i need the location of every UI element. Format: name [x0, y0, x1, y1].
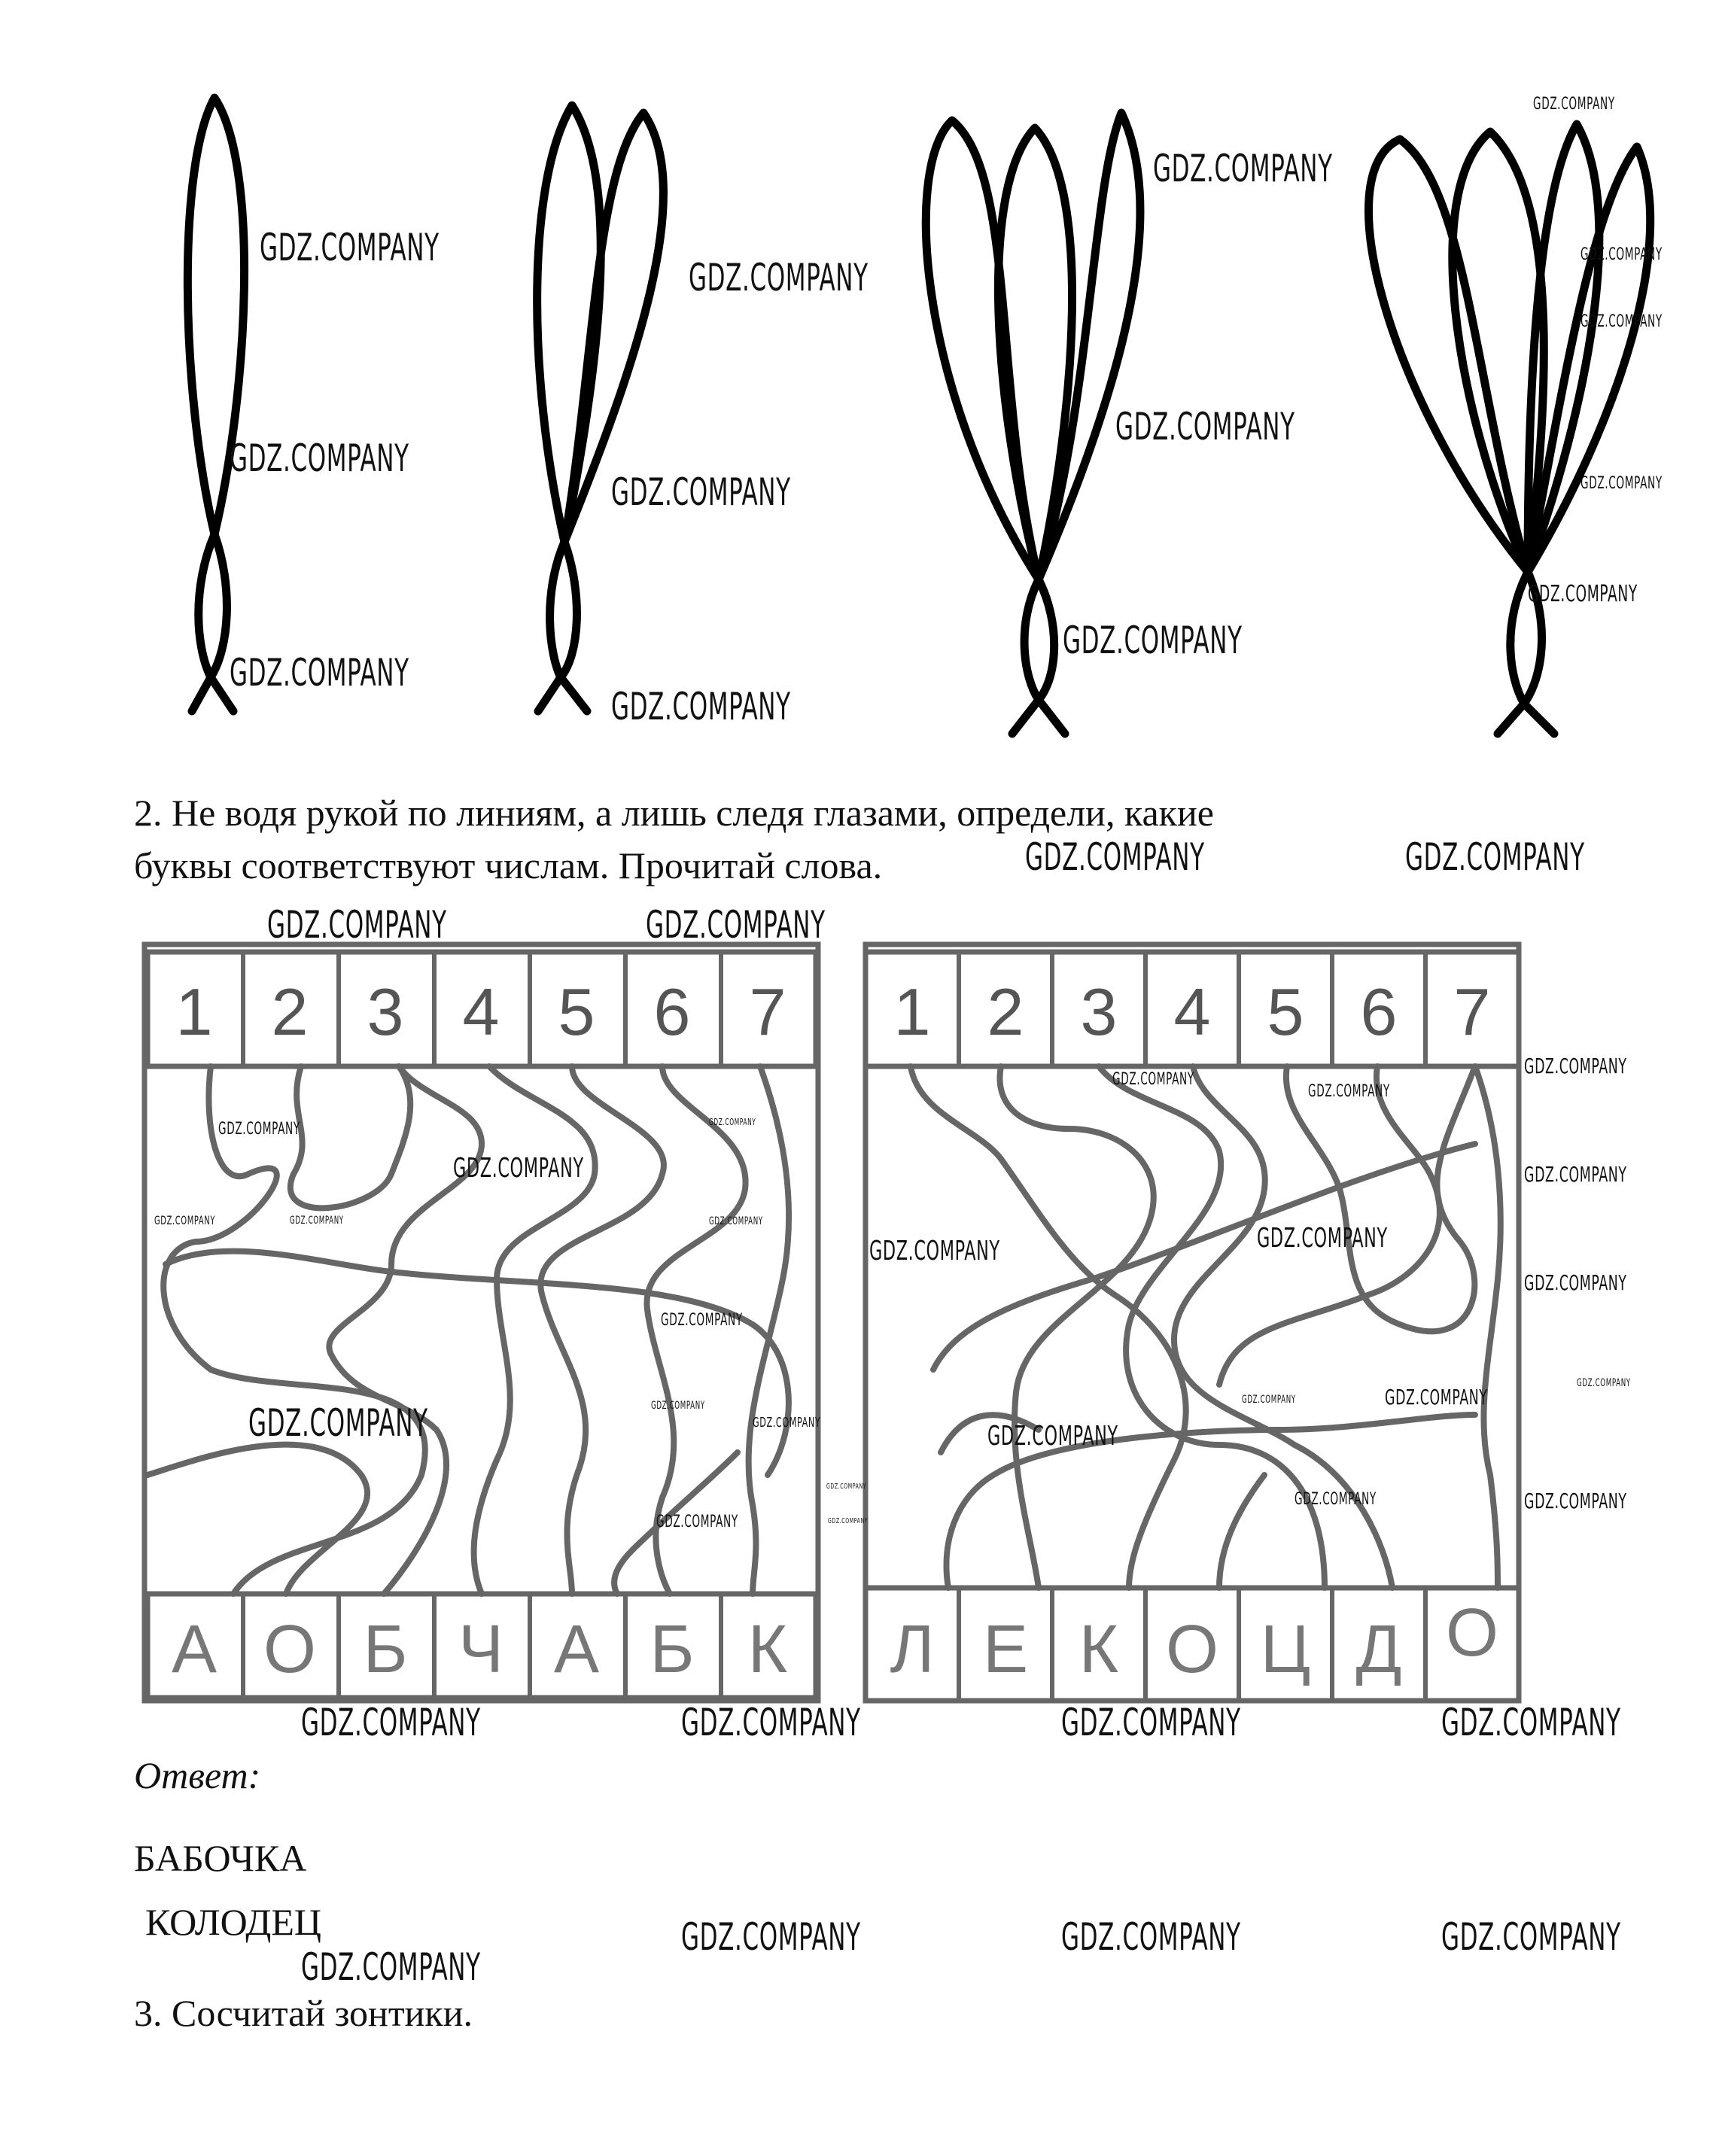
watermark: GDZ.COMPANY — [869, 1236, 1000, 1267]
right-number-2: 2 — [987, 975, 1024, 1049]
watermark: GDZ.COMPANY — [1524, 1489, 1627, 1513]
maze-right — [866, 944, 1519, 1701]
watermark: GDZ.COMPANY — [1295, 1490, 1377, 1509]
watermark: GDZ.COMPANY — [987, 1421, 1118, 1452]
right-number-1: 1 — [893, 975, 931, 1049]
watermark: GDZ.COMPANY — [1153, 147, 1333, 190]
watermark: GDZ.COMPANY — [1533, 95, 1615, 114]
left-number-1: 1 — [175, 975, 213, 1049]
watermark: GDZ.COMPANY — [1580, 474, 1663, 493]
watermark: GDZ.COMPANY — [1308, 1082, 1390, 1101]
watermark: GDZ.COMPANY — [1242, 1394, 1296, 1406]
watermark: GDZ.COMPANY — [1441, 1701, 1621, 1744]
watermark: GDZ.COMPANY — [267, 903, 447, 947]
watermark: GDZ.COMPANY — [290, 1215, 344, 1227]
watermark: GDZ.COMPANY — [656, 1513, 738, 1531]
watermark: GDZ.COMPANY — [453, 1153, 584, 1184]
answer-word-1: БАБОЧКА — [134, 1837, 307, 1879]
left-number-6: 6 — [653, 975, 691, 1049]
watermark: GDZ.COMPANY — [651, 1400, 705, 1412]
watermark: GDZ.COMPANY — [1524, 1162, 1627, 1187]
watermark: GDZ.COMPANY — [301, 1701, 481, 1744]
left-letter-4: Ч — [458, 1612, 504, 1687]
task-2-line-1: 2. Не водя рукой по линиям, а лишь следя глазами, определи, какие — [134, 792, 1214, 834]
watermark: GDZ.COMPANY — [1115, 405, 1295, 449]
watermark: GDZ.COMPANY — [1061, 1915, 1241, 1959]
left-number-2: 2 — [271, 975, 309, 1049]
watermark: GDZ.COMPANY — [611, 685, 791, 728]
watermark: GDZ.COMPANY — [154, 1213, 216, 1227]
watermark: GDZ.COMPANY — [1112, 1070, 1194, 1089]
answer-label: Ответ: — [134, 1754, 261, 1796]
right-letter-3: К — [1079, 1612, 1119, 1687]
watermark: GDZ.COMPANY — [1580, 312, 1663, 331]
task-3: 3. Сосчитай зонтики. — [134, 1992, 473, 2034]
task-2-line-2: буквы соответствуют числам. Прочитай слова. — [134, 844, 883, 886]
watermark: GDZ.COMPANY — [260, 226, 440, 269]
right-number-5: 5 — [1267, 975, 1304, 1049]
left-letter-5: А — [553, 1612, 600, 1687]
watermark: GDZ.COMPANY — [661, 1311, 743, 1330]
left-letter-3: Б — [363, 1612, 408, 1687]
left-letter-1: А — [171, 1612, 218, 1687]
watermark: GDZ.COMPANY — [1577, 1377, 1631, 1389]
watermark: GDZ.COMPANY — [646, 903, 826, 947]
right-number-7: 7 — [1453, 975, 1491, 1049]
watermark: GDZ.COMPANY — [1385, 1385, 1488, 1409]
watermark: GDZ.COMPANY — [218, 1120, 300, 1139]
left-letter-7: К — [747, 1612, 788, 1687]
right-letter-6: Д — [1355, 1612, 1402, 1687]
left-letter-6: Б — [650, 1612, 695, 1687]
watermark: GDZ.COMPANY — [1405, 835, 1585, 879]
left-letter-2: О — [263, 1612, 317, 1687]
left-number-7: 7 — [749, 975, 786, 1049]
watermark: GDZ.COMPANY — [230, 651, 409, 695]
watermark: GDZ.COMPANY — [681, 1701, 861, 1744]
watermark: GDZ.COMPANY — [230, 436, 409, 480]
answer-word-2: КОЛОДЕЦ — [145, 1901, 322, 1943]
watermark: GDZ.COMPANY — [1524, 1270, 1627, 1295]
left-number-4: 4 — [462, 975, 500, 1049]
watermark: GDZ.COMPANY — [248, 1401, 428, 1445]
right-letter-2: Е — [982, 1612, 1029, 1687]
right-number-6: 6 — [1360, 975, 1398, 1049]
left-number-5: 5 — [558, 975, 595, 1049]
left-number-3: 3 — [367, 975, 404, 1049]
watermark: GDZ.COMPANY — [1061, 1701, 1241, 1744]
watermark: GDZ.COMPANY — [681, 1915, 861, 1959]
watermark: GDZ.COMPANY — [1528, 581, 1638, 607]
watermark: GDZ.COMPANY — [301, 1945, 481, 1989]
watermark: GDZ.COMPANY — [1025, 835, 1205, 879]
watermark: GDZ.COMPANY — [689, 256, 869, 300]
watermark: GDZ.COMPANY — [753, 1415, 821, 1431]
watermark: GDZ.COMPANY — [826, 1482, 867, 1491]
right-letter-7: О — [1445, 1595, 1499, 1671]
watermark: GDZ.COMPANY — [611, 470, 791, 514]
watermark: GDZ.COMPANY — [1580, 245, 1663, 264]
watermark: GDZ.COMPANY — [1063, 619, 1243, 662]
right-letter-1: Л — [890, 1612, 935, 1687]
right-number-4: 4 — [1173, 975, 1211, 1049]
right-number-3: 3 — [1080, 975, 1118, 1049]
watermark: GDZ.COMPANY — [1441, 1915, 1621, 1959]
right-letter-5: Ц — [1260, 1612, 1311, 1687]
right-letter-4: О — [1165, 1612, 1219, 1687]
watermark: GDZ.COMPANY — [1524, 1054, 1627, 1078]
watermark: GDZ.COMPANY — [709, 1117, 756, 1127]
watermark: GDZ.COMPANY — [828, 1517, 869, 1525]
watermark: GDZ.COMPANY — [709, 1215, 763, 1227]
watermark: GDZ.COMPANY — [1257, 1223, 1388, 1254]
